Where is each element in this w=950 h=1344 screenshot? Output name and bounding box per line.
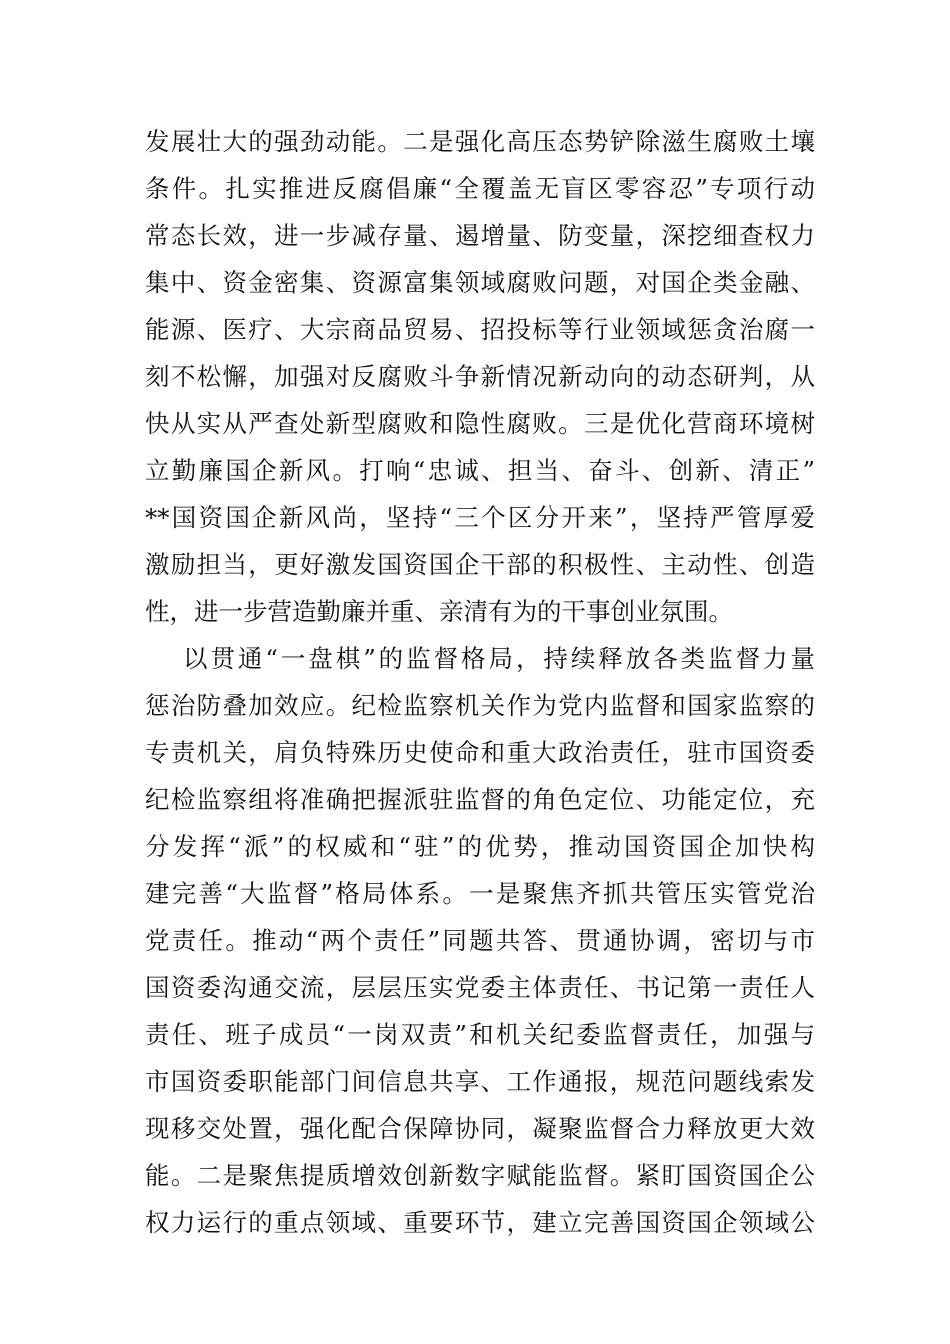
text-line: 发展壮大的强劲动能。二是强化高压态势铲除滋生腐败土壤 xyxy=(145,127,815,156)
text-line: 立勤廉国企新风。打响“忠诚、担当、奋斗、创新、清正” xyxy=(145,456,815,485)
text-line: 集中、资金密集、资源富集领域腐败问题，对国企类金融、 xyxy=(145,268,815,297)
text-line: 刻不松懈，加强对反腐败斗争新情况新动向的动态研判，从 xyxy=(145,362,815,391)
text-line: 条件。扎实推进反腐倡廉“全覆盖无盲区零容忍”专项行动 xyxy=(145,174,815,203)
paragraph-start-line: 以贯通“一盘棋”的监督格局，持续释放各类监督力量 xyxy=(183,644,815,673)
text-line: 建完善“大监督”格局体系。一是聚焦齐抓共管压实管党治 xyxy=(145,879,815,908)
text-line: 现移交处置，强化配合保障协同，凝聚监督合力释放更大效 xyxy=(145,1114,815,1143)
text-line: 激励担当，更好激发国资国企干部的积极性、主动性、创造 xyxy=(145,550,815,579)
text-line: 责任、班子成员“一岗双责”和机关纪委监督责任，加强与 xyxy=(145,1020,815,1049)
text-line: **国资国企新风尚，坚持“三个区分开来”，坚持严管厚爱 xyxy=(145,503,815,532)
text-line: 纪检监察组将准确把握派驻监督的角色定位、功能定位，充 xyxy=(145,785,815,814)
text-line: 常态长效，进一步减存量、遏增量、防变量，深挖细查权力 xyxy=(145,221,815,250)
text-line: 快从实从严查处新型腐败和隐性腐败。三是优化营商环境树 xyxy=(145,409,815,438)
text-line: 党责任。推动“两个责任”同题共答、贯通协调，密切与市 xyxy=(145,926,815,955)
paragraph-end-line: 性，进一步营造勤廉并重、亲清有为的干事创业氛围。 xyxy=(145,597,733,626)
text-line: 市国资委职能部门间信息共享、工作通报，规范问题线索发 xyxy=(145,1067,815,1096)
text-line: 惩治防叠加效应。纪检监察机关作为党内监督和国家监察的 xyxy=(145,691,815,720)
text-line: 专责机关，肩负特殊历史使命和重大政治责任，驻市国资委 xyxy=(145,738,815,767)
body-text xyxy=(145,118,815,1246)
text-line: 能。二是聚焦提质增效创新数字赋能监督。紧盯国资国企公 xyxy=(145,1161,815,1190)
text-line: 权力运行的重点领域、重要环节，建立完善国资国企领域公 xyxy=(145,1208,815,1237)
text-line: 分发挥“派”的权威和“驻”的优势，推动国资国企加快构 xyxy=(145,832,815,861)
text-line: 国资委沟通交流，层层压实党委主体责任、书记第一责任人 xyxy=(145,973,815,1002)
text-line: 能源、医疗、大宗商品贸易、招投标等行业领域惩贪治腐一 xyxy=(145,315,815,344)
